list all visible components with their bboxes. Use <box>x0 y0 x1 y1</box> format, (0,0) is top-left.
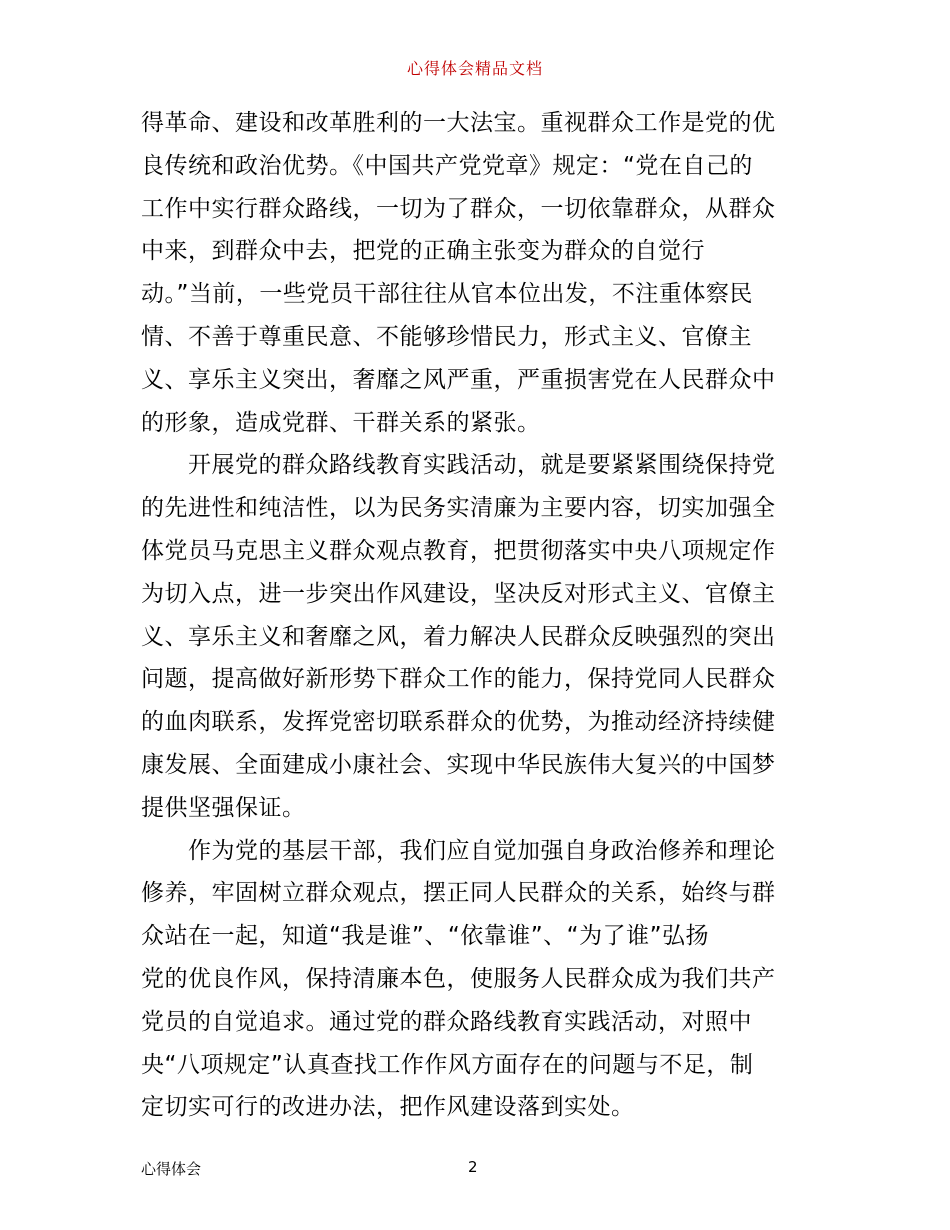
text-line: 为切入点，进一步突出作风建设，坚决反对形式主义、官僚主 <box>141 580 776 607</box>
document-body <box>141 102 813 1129</box>
text-line: 义、享乐主义突出，奢靡之风严重，严重损害党在人民群众中 <box>141 366 776 393</box>
text-line: 问题，提高做好新形势下群众工作的能力，保持党同人民群众 <box>141 666 776 693</box>
text-line: 党员的自觉追求。通过党的群众路线教育实践活动，对照中 <box>141 1008 752 1035</box>
text-line: 工作中实行群众路线，一切为了群众，一切依靠群众，从群众 <box>141 195 776 222</box>
text-line: 的血肉联系，发挥党密切联系群众的优势，为推动经济持续健 <box>141 709 776 736</box>
text-line: 义、享乐主义和奢靡之风，着力解决人民群众反映强烈的突出 <box>141 623 776 650</box>
text-line: 众站在一起，知道“我是谁”、“依靠谁”、“为了谁”弘扬 <box>141 923 709 950</box>
footer-label: 心得体会 <box>141 1160 202 1178</box>
page-header-title: 心得体会精品文档 <box>406 59 543 78</box>
text-line: 中来，到群众中去，把党的正确主张变为群众的自觉行 <box>141 238 705 265</box>
text-line: 康发展、全面建成小康社会、实现中华民族伟大复兴的中国梦 <box>141 751 776 778</box>
text-line: 党的优良作风，保持清廉本色，使服务人民群众成为我们共产 <box>141 965 776 992</box>
text-line: 提供坚强保证。 <box>141 794 306 821</box>
paragraph-2 <box>141 444 813 829</box>
text-line: 定切实可行的改进办法，把作风建设落到实处。 <box>141 1094 635 1121</box>
text-line: 修养，牢固树立群众观点，摆正同人民群众的关系，始终与群 <box>141 880 776 907</box>
text-line: 开展党的群众路线教育实践活动，就是要紧紧围绕保持党 <box>141 452 776 479</box>
text-line: 体党员马克思主义群众观点教育，把贯彻落实中央八项规定作 <box>141 537 776 564</box>
text-line: 的形象，造成党群、干群关系的紧张。 <box>141 409 541 436</box>
paragraph-3 <box>141 830 813 1130</box>
text-line: 作为党的基层干部，我们应自觉加强自身政治修养和理论 <box>141 837 776 864</box>
page-number: 2 <box>468 1158 478 1176</box>
text-line: 得革命、建设和改革胜利的一大法宝。重视群众工作是党的优 <box>141 110 776 136</box>
text-line: 的先进性和纯洁性，以为民务实清廉为主要内容，切实加强全 <box>141 495 776 522</box>
paragraph-1 <box>141 102 813 444</box>
text-line: 央“八项规定”认真查找工作作风方面存在的问题与不足，制 <box>141 1051 754 1078</box>
text-line: 情、不善于尊重民意、不能够珍惜民力，形式主义、官僚主 <box>141 323 752 350</box>
text-line: 动。”当前，一些党员干部往往从官本位出发，不注重体察民 <box>141 281 753 308</box>
text-line: 良传统和政治优势。《中国共产党党章》规定：“党在自己的 <box>141 152 753 179</box>
